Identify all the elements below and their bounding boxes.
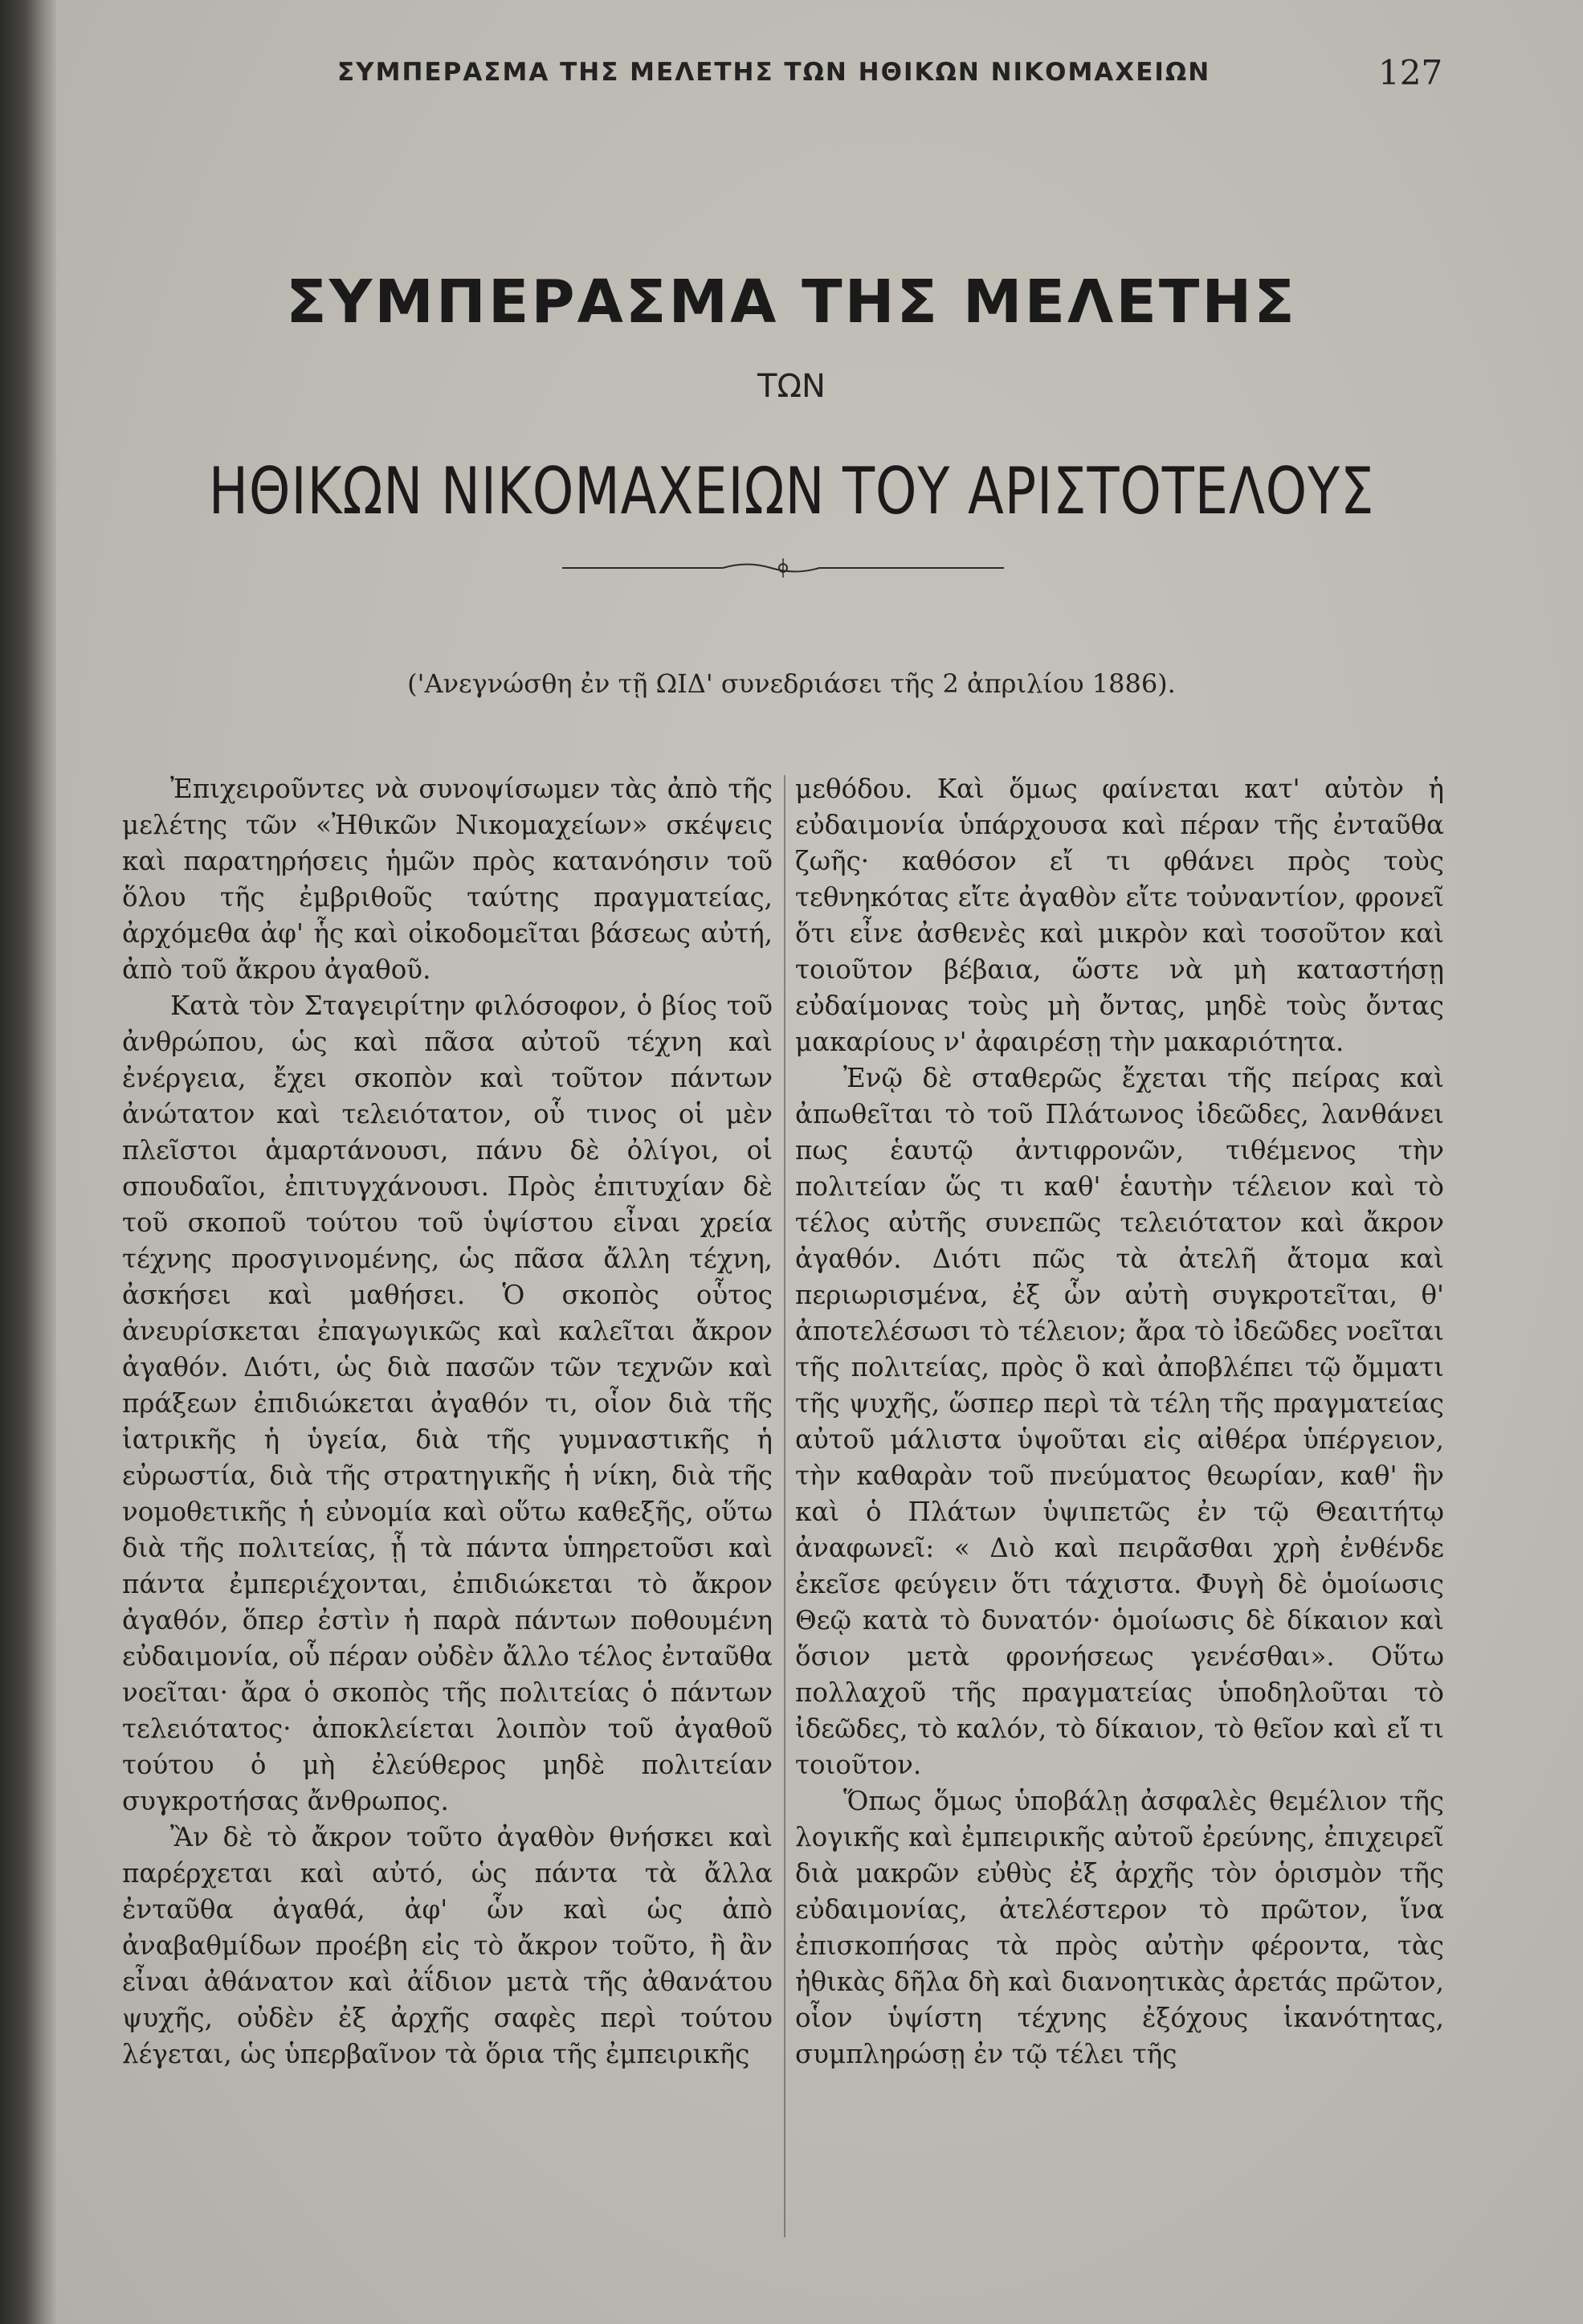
book-spine-shadow <box>0 0 56 2324</box>
column-divider <box>784 775 785 2237</box>
paragraph: Ἐπιχειροῦντες νὰ συνοψίσωμεν τὰς ἀπὸ τῆς μελέτης τῶν «Ἠθικῶν Νικομαχείων» σκέψεις καὶ παρατηρήσεις ἡμῶν πρὸς κατανόησιν τοῦ ὅλου τῆς ἐμβριθοῦς ταύτης πραγματείας, ἀρχόμεθα ἀφ' ἧς καὶ οἰκοδομεῖται βάσεως αὐτή, ἀπὸ τοῦ ἄκρου ἀγαθοῦ. <box>122 774 773 985</box>
right-column <box>795 771 1444 2073</box>
running-header: ΣΥΜΠΕΡΑΣΜΑ ΤΗΣ ΜΕΛΕΤΗΣ ΤΩΝ ΗΘΙΚΩΝ ΝΙΚΟΜΑΧΕΙΩΝ <box>337 58 1211 87</box>
paragraph: Ἐνῷ δὲ σταθερῶς ἔχεται τῆς πείρας καὶ ἀπωθεῖται τὸ τοῦ Πλάτωνος ἰδεῶδες, λανθάνει πως ἑαυτῷ ἀντιφρονῶν, τιθέμενος τὴν πολιτείαν ὥς τι καθ' ἑαυτὴν τέλειον καὶ τὸ τέλος αὐτῆς συνεπῶς τελειότατον καὶ ἄκρον ἀγαθόν. Διότι πῶς τὰ ἀτελῆ ἄτομα καὶ περιωρισμένα, ἐξ ὧν αὐτὴ συγκροτεῖται, θ' ἀποτελέσωσι τὸ τέλειον; ἄρα τὸ ἰδεῶδες νοεῖται τῆς πολιτείας, πρὸς ὃ καὶ ἀποβλέπει τῷ ὄμματι τῆς ψυχῆς, ὥσπερ περὶ τὰ τέλη τῆς πραγματείας αὐτοῦ μάλιστα ὑψοῦται εἰς αἰθέρα ὑπέργειον, τὴν καθαρὰν τοῦ πνεύματος θεωρίαν, καθ' ἣν καὶ ὁ Πλάτων ὑψιπετῶς ἐν τῷ Θεαιτήτῳ ἀναφωνεῖ: « Διὸ καὶ πειρᾶσθαι χρὴ ἐνθένδε ἐκεῖσε φεύγειν ὅτι τάχιστα. Φυγὴ δὲ ὁμοίωσις Θεῷ κατὰ τὸ δυνατόν· ὁμοίωσις δὲ δίκαιον καὶ ὅσιον μετὰ φρονήσεως γενέσθαι». Οὕτω πολλαχοῦ τῆς πραγματείας ὑποδηλοῦται τὸ ἰδεῶδες, τὸ καλόν, τὸ δίκαιον, τὸ θεῖον καὶ εἴ τι τοιοῦτον. <box>795 1063 1444 1780</box>
paragraph: μεθόδου. Καὶ ὅμως φαίνεται κατ' αὐτὸν ἡ εὐδαιμονία ὑπάρχουσα καὶ πέραν τῆς ἐνταῦθα ζωῆς· καθόσον εἴ τι φθάνει πρὸς τοὺς τεθνηκότας εἴτε ἀγαθὸν εἴτε τοὐναντίον, φρονεῖ ὅτι εἶνε ἀσθενὲς καὶ μικρὸν καὶ τοσοῦτον καὶ τοιοῦτον βέβαια, ὥστε νὰ μὴ καταστήσῃ εὐδαίμονας τοὺς μὴ ὄντας, μηδὲ τοὺς ὄντας μακαρίους ν' ἀφαιρέσῃ τὴν μακαριότητα. <box>795 774 1444 1057</box>
paragraph: Κατὰ τὸν Σταγειρίτην φιλόσοφον, ὁ βίος τοῦ ἀνθρώπου, ὡς καὶ πᾶσα αὐτοῦ τέχνη καὶ ἐνέργεια, ἔχει σκοπὸν καὶ τοῦτον πάντων ἀνώτατον καὶ τελειότατον, οὗ τινος οἱ μὲν πλεῖστοι ἁμαρτάνουσι, πάνυ δὲ ὀλίγοι, οἱ σπουδαῖοι, ἐπιτυγχάνουσι. Πρὸς ἐπιτυχίαν δὲ τοῦ σκοποῦ τούτου τοῦ ὑψίστου εἶναι χρεία τέχνης προσγινομένης, ὡς πᾶσα ἄλλη τέχνη, ἀσκήσει καὶ μαθήσει. Ὁ σκοπὸς οὗτος ἀνευρίσκεται ἐπαγωγικῶς καὶ καλεῖται ἄκρον ἀγαθόν. Διότι, ὡς διὰ πασῶν τῶν τεχνῶν καὶ πράξεων ἐπιδιώκεται ἀγαθόν τι, οἷον διὰ τῆς ἰατρικῆς ἡ ὑγεία, διὰ τῆς γυμναστικῆς ἡ εὐρωστία, διὰ τῆς στρατηγικῆς ἡ νίκη, διὰ τῆς νομοθετικῆς ἡ εὐνομία καὶ οὕτω καθεξῆς, οὕτω διὰ τῆς πολιτείας, ᾗ τὰ πάντα ὑπηρετοῦσι καὶ πάντα ἐμπεριέχονται, ἐπιδιώκεται τὸ ἄκρον ἀγαθόν, ὅπερ ἐστὶν ἡ παρὰ πάντων ποθουμένη εὐδαιμονία, οὗ πέραν οὐδὲν ἄλλο τέλος ἐνταῦθα νοεῖται· ἄρα ὁ σκοπὸς τῆς πολιτείας ὁ πάντων τελειότατος· ἀποκλείεται λοιπὸν τοῦ ἀγαθοῦ τούτου ὁ μὴ ἐλεύθερος μηδὲ πολιτείαν συγκροτήσας ἄνθρωπος. <box>122 990 773 1816</box>
article-subtitle: ΗΘΙΚΩΝ ΝΙΚΟΜΑΧΕΙΩΝ ΤΟΥ ΑΡΙΣΤΟΤΕΛΟΥΣ <box>208 454 1375 529</box>
article-title-connector: ΤΩΝ <box>757 368 826 405</box>
ornamental-rule <box>562 556 1004 580</box>
left-column <box>122 771 773 2073</box>
paragraph: Ἂν δὲ τὸ ἄκρον τοῦτο ἀγαθὸν θνήσκει καὶ παρέρχεται καὶ αὐτό, ὡς πάντα τὰ ἄλλα ἐνταῦθα ἀγαθά, ἀφ' ὧν καὶ ὡς ἀπὸ ἀναβαθμίδων προέβη εἰς τὸ ἄκρον τοῦτο, ἢ ἂν εἶναι ἀθάνατον καὶ ἀΐδιον μετὰ τῆς ἀθανάτου ψυχῆς, οὐδὲν ἐξ ἀρχῆς σαφὲς περὶ τούτου λέγεται, ὡς ὑπερβαῖνον τὰ ὅρια τῆς ἐμπειρικῆς <box>122 1822 773 2069</box>
page-number: 127 <box>1378 53 1443 92</box>
article-title: ΣΥΜΠΕΡΑΣΜΑ ΤΗΣ ΜΕΛΕΤΗΣ <box>286 268 1297 337</box>
paragraph: Ὅπως ὅμως ὑποβάλῃ ἀσφαλὲς θεμέλιον τῆς λογικῆς καὶ ἐμπειρικῆς αὐτοῦ ἐρεύνης, ἐπιχειρεῖ διὰ μακρῶν εὐθὺς ἐξ ἀρχῆς τὸν ὁρισμὸν τῆς εὐδαιμονίας, ἀτελέστερον τὸ πρῶτον, ἵνα ἐπισκοπήσας τὰ πρὸς αὐτὴν φέροντα, τὰς ἠθικὰς δῆλα δὴ καὶ διανοητικὰς ἀρετάς πρῶτον, οἷον ὑψίστη τέχνης ἐξόχους ἱκανότητας, συμπληρώσῃ ἐν τῷ τέλει τῆς <box>795 1786 1444 2069</box>
reading-note: ('Ανεγνώσθη ἐν τῇ ΩΙΔ' συνεδριάσει τῆς 2 ἀπριλίου 1886). <box>407 668 1176 699</box>
